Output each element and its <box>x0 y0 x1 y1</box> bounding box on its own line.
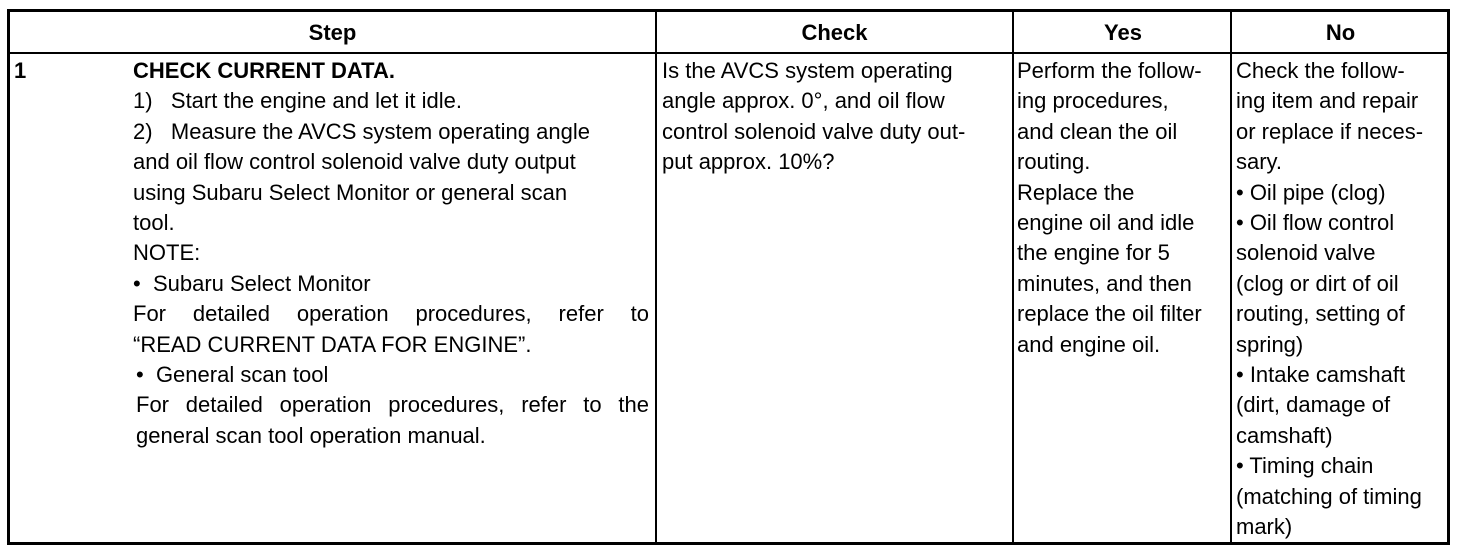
no-line: • Oil flow control <box>1236 210 1395 236</box>
note-text <box>133 390 649 420</box>
note-text: general scan tool operation manual. <box>136 422 486 448</box>
column-divider <box>1012 12 1014 542</box>
no-line: (matching of timing <box>1236 483 1422 509</box>
yes-cell <box>1017 56 1227 360</box>
no-line: or replace if neces- <box>1236 118 1424 144</box>
header-no: No <box>1325 20 1356 45</box>
header-step: Step <box>308 20 357 45</box>
step-item: tool. <box>133 210 175 236</box>
yes-line: and clean the oil <box>1017 118 1178 144</box>
no-line: (clog or dirt of oil <box>1236 270 1399 296</box>
step-item: 2) Measure the AVCS system operating angle <box>133 118 590 144</box>
check-line: angle approx. 0°, and oil flow <box>662 88 945 114</box>
step-title: CHECK CURRENT DATA. <box>133 58 395 83</box>
yes-line: and engine oil. <box>1017 331 1161 357</box>
header-check: Check <box>801 20 868 45</box>
no-cell <box>1236 56 1446 543</box>
step-item: using Subaru Select Monitor or general scan <box>133 179 568 205</box>
bullet-icon: • <box>133 270 141 296</box>
column-divider <box>1230 12 1232 542</box>
yes-line: minutes, and then <box>1017 270 1192 296</box>
bullet-text: Subaru Select Monitor <box>152 270 371 296</box>
header-yes: Yes <box>1104 20 1142 45</box>
no-line: Check the follow- <box>1236 58 1405 83</box>
no-line: sary. <box>1236 149 1283 175</box>
check-line: put approx. 10%? <box>662 149 835 175</box>
step-cell <box>133 56 649 451</box>
bullet-text: General scan tool <box>155 362 329 388</box>
no-line: (dirt, damage of <box>1236 392 1391 418</box>
justified-text: For detailed operation procedures, refer to <box>133 301 649 327</box>
note-label: NOTE: <box>133 240 201 266</box>
note-bullet <box>133 269 649 299</box>
no-line: ing item and repair <box>1236 88 1419 114</box>
no-line: • Oil pipe (clog) <box>1236 179 1386 205</box>
yes-line: Replace the <box>1017 179 1135 205</box>
yes-line: replace the oil filter <box>1017 301 1202 327</box>
no-line: • Timing chain <box>1236 453 1374 479</box>
justified-text: For detailed operation procedures, refer to the <box>136 392 649 418</box>
note-text: “READ CURRENT DATA FOR ENGINE”. <box>133 331 532 357</box>
step-number: 1 <box>14 58 27 83</box>
note-text <box>133 299 649 329</box>
note-bullet <box>133 360 649 390</box>
no-line: • Intake camshaft <box>1236 362 1406 388</box>
diagnostic-table <box>7 9 1450 545</box>
yes-line: routing. <box>1017 149 1091 175</box>
check-line: Is the AVCS system operating <box>662 58 953 83</box>
step-item: and oil flow control solenoid valve duty output <box>133 149 576 175</box>
no-line: solenoid valve <box>1236 240 1376 266</box>
yes-line: Perform the follow- <box>1017 58 1202 83</box>
no-line: mark) <box>1236 514 1293 540</box>
no-line: spring) <box>1236 331 1304 357</box>
yes-line: ing procedures, <box>1017 88 1169 114</box>
no-line: camshaft) <box>1236 422 1333 448</box>
yes-line: the engine for 5 <box>1017 240 1170 266</box>
yes-line: engine oil and idle <box>1017 210 1195 236</box>
bullet-icon: • <box>136 362 144 388</box>
step-item: 1) Start the engine and let it idle. <box>133 88 462 114</box>
check-cell <box>662 56 1008 178</box>
column-divider <box>655 12 657 542</box>
no-line: routing, setting of <box>1236 301 1405 327</box>
check-line: control solenoid valve duty out- <box>662 118 966 144</box>
